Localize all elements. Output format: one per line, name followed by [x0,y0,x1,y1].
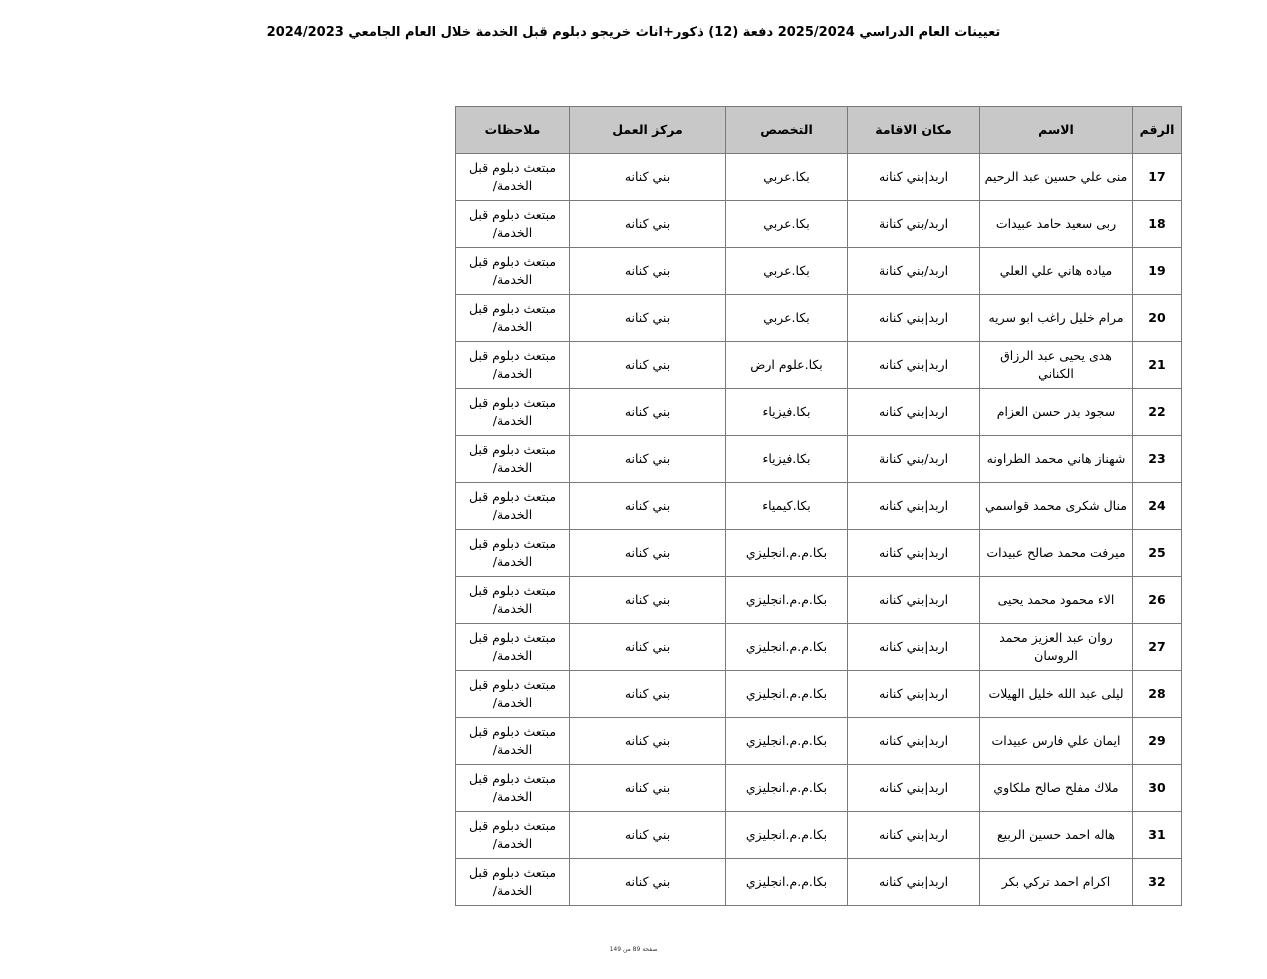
cell-specialization: بكا.عربي [726,248,848,295]
header-residence: مكان الاقامة [848,107,980,154]
header-notes: ملاحظات [456,107,570,154]
table-row [456,248,1182,295]
cell-name: ايمان علي فارس عبيدات [980,718,1133,765]
cell-work-center: بني كنانه [570,295,726,342]
cell-name: هدى يحيى عبد الرزاق الكناني [980,342,1133,389]
cell-residence: اربد|بني كنانه [848,154,980,201]
cell-number: 20 [1133,295,1182,342]
cell-work-center: بني كنانه [570,342,726,389]
cell-residence: اربد|بني كنانه [848,483,980,530]
cell-specialization: بكا.م.م.انجليزي [726,577,848,624]
cell-notes: مبتعث دبلوم قبل الخدمة/ [456,295,570,342]
cell-number: 17 [1133,154,1182,201]
cell-number: 31 [1133,812,1182,859]
cell-work-center: بني كنانه [570,436,726,483]
table-row [456,812,1182,859]
cell-work-center: بني كنانه [570,812,726,859]
cell-number: 28 [1133,671,1182,718]
table-header-row [456,107,1182,154]
cell-specialization: بكا.م.م.انجليزي [726,624,848,671]
cell-residence: اربد/بني كنانة [848,248,980,295]
table-row [456,577,1182,624]
cell-residence: اربد|بني كنانه [848,389,980,436]
cell-name: ملاك مفلح صالح ملكاوي [980,765,1133,812]
cell-number: 21 [1133,342,1182,389]
cell-notes: مبتعث دبلوم قبل الخدمة/ [456,483,570,530]
cell-work-center: بني كنانه [570,154,726,201]
table-body [456,154,1182,906]
header-name: الاسم [980,107,1133,154]
header-specialization: التخصص [726,107,848,154]
cell-specialization: بكا.م.م.انجليزي [726,718,848,765]
cell-number: 25 [1133,530,1182,577]
cell-name: اكرام احمد تركي بكر [980,859,1133,906]
document-title: تعيينات العام الدراسي 2025/2024 دفعة (12) ذكور+اناث خريجو دبلوم قبل الخدمة خلال العام الجامعي 2024/2023 [266,25,1001,40]
cell-specialization: بكا.فيزياء [726,436,848,483]
cell-specialization: بكا.عربي [726,154,848,201]
cell-notes: مبتعث دبلوم قبل الخدمة/ [456,201,570,248]
page-number: صفحة 89 من 149 [609,946,658,953]
cell-name: ليلى عبد الله خليل الهيلات [980,671,1133,718]
cell-notes: مبتعث دبلوم قبل الخدمة/ [456,530,570,577]
cell-specialization: بكا.م.م.انجليزي [726,812,848,859]
cell-name: ميرفت محمد صالح عبيدات [980,530,1133,577]
cell-notes: مبتعث دبلوم قبل الخدمة/ [456,154,570,201]
cell-notes: مبتعث دبلوم قبل الخدمة/ [456,859,570,906]
cell-work-center: بني كنانه [570,718,726,765]
cell-specialization: بكا.فيزياء [726,389,848,436]
table-row [456,718,1182,765]
cell-work-center: بني كنانه [570,765,726,812]
cell-work-center: بني كنانه [570,859,726,906]
cell-name: هاله احمد حسين الربيع [980,812,1133,859]
cell-number: 24 [1133,483,1182,530]
cell-residence: اربد/بني كنانة [848,201,980,248]
cell-residence: اربد|بني كنانه [848,671,980,718]
cell-specialization: بكا.عربي [726,201,848,248]
cell-residence: اربد|بني كنانه [848,812,980,859]
cell-notes: مبتعث دبلوم قبل الخدمة/ [456,671,570,718]
cell-name: منال شكرى محمد قواسمي [980,483,1133,530]
cell-name: روان عبد العزيز محمد الروسان [980,624,1133,671]
cell-name: ربى سعيد حامد عبيدات [980,201,1133,248]
cell-number: 29 [1133,718,1182,765]
cell-name: الاء محمود محمد يحيى [980,577,1133,624]
header-number: الرقم [1133,107,1182,154]
cell-name: مياده هاني علي العلي [980,248,1133,295]
cell-residence: اربد|بني كنانه [848,765,980,812]
cell-work-center: بني كنانه [570,201,726,248]
appointments-table [455,106,1182,906]
table-row [456,483,1182,530]
cell-specialization: بكا.م.م.انجليزي [726,530,848,577]
appointments-table-container [455,106,1181,906]
cell-residence: اربد|بني كنانه [848,530,980,577]
table-row [456,765,1182,812]
cell-work-center: بني كنانه [570,671,726,718]
cell-specialization: بكا.م.م.انجليزي [726,859,848,906]
table-row [456,530,1182,577]
cell-work-center: بني كنانه [570,624,726,671]
cell-number: 26 [1133,577,1182,624]
cell-name: سجود بدر حسن العزام [980,389,1133,436]
cell-work-center: بني كنانه [570,389,726,436]
cell-residence: اربد/بني كنانة [848,436,980,483]
table-row [456,154,1182,201]
cell-number: 30 [1133,765,1182,812]
cell-name: منى علي حسين عبد الرحيم [980,154,1133,201]
cell-work-center: بني كنانه [570,483,726,530]
table-row [456,624,1182,671]
cell-residence: اربد|بني كنانه [848,577,980,624]
table-row [456,671,1182,718]
cell-notes: مبتعث دبلوم قبل الخدمة/ [456,812,570,859]
cell-number: 18 [1133,201,1182,248]
cell-name: مرام خليل راغب ابو سريه [980,295,1133,342]
cell-number: 22 [1133,389,1182,436]
table-row [456,436,1182,483]
cell-work-center: بني كنانه [570,248,726,295]
table-row [456,389,1182,436]
cell-notes: مبتعث دبلوم قبل الخدمة/ [456,248,570,295]
cell-specialization: بكا.كيمياء [726,483,848,530]
table-row [456,201,1182,248]
cell-specialization: بكا.عربي [726,295,848,342]
cell-residence: اربد|بني كنانه [848,624,980,671]
cell-work-center: بني كنانه [570,577,726,624]
cell-work-center: بني كنانه [570,530,726,577]
cell-notes: مبتعث دبلوم قبل الخدمة/ [456,624,570,671]
cell-residence: اربد|بني كنانه [848,718,980,765]
cell-residence: اربد|بني كنانه [848,295,980,342]
cell-residence: اربد|بني كنانه [848,859,980,906]
cell-number: 23 [1133,436,1182,483]
header-work-center: مركز العمل [570,107,726,154]
table-row [456,342,1182,389]
cell-specialization: بكا.علوم ارض [726,342,848,389]
cell-residence: اربد|بني كنانه [848,342,980,389]
cell-notes: مبتعث دبلوم قبل الخدمة/ [456,342,570,389]
cell-number: 32 [1133,859,1182,906]
cell-number: 19 [1133,248,1182,295]
cell-notes: مبتعث دبلوم قبل الخدمة/ [456,436,570,483]
cell-notes: مبتعث دبلوم قبل الخدمة/ [456,389,570,436]
table-row [456,295,1182,342]
cell-specialization: بكا.م.م.انجليزي [726,671,848,718]
cell-notes: مبتعث دبلوم قبل الخدمة/ [456,718,570,765]
cell-name: شهناز هاني محمد الطراونه [980,436,1133,483]
table-row [456,859,1182,906]
cell-notes: مبتعث دبلوم قبل الخدمة/ [456,765,570,812]
cell-notes: مبتعث دبلوم قبل الخدمة/ [456,577,570,624]
cell-specialization: بكا.م.م.انجليزي [726,765,848,812]
cell-number: 27 [1133,624,1182,671]
